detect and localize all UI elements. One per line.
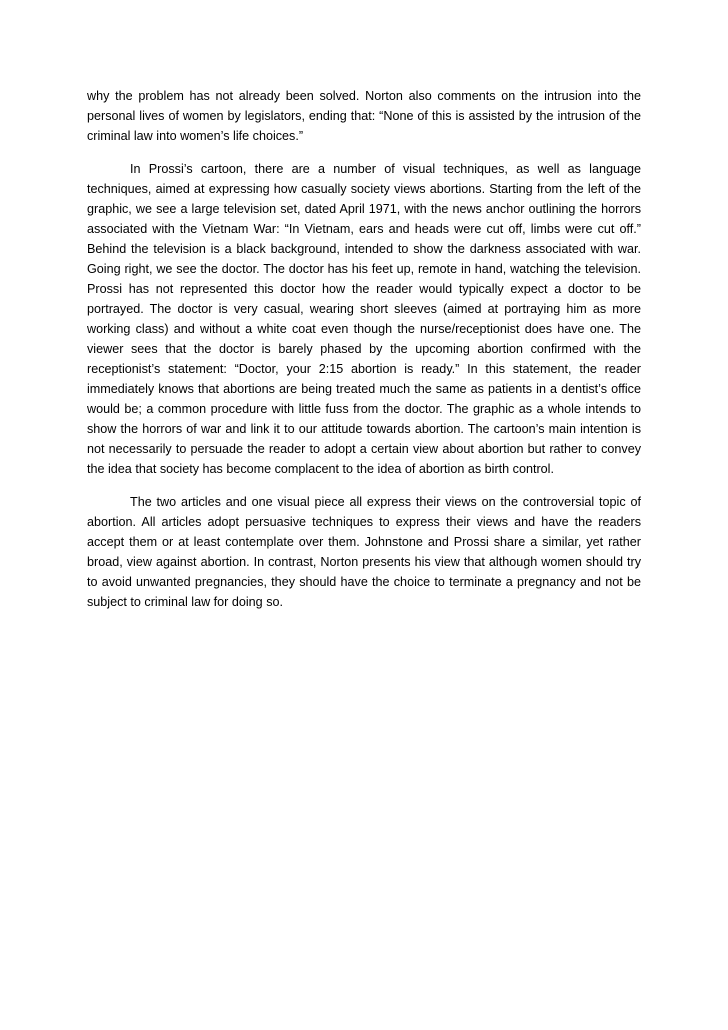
paragraph-3: The two articles and one visual piece all express their views on the controversial topic of abortion. All articles adopt persuasive techniques to express their views and have the readers accept them or at least contemplate over them. Johnstone and Prossi share a similar, yet rather broad, view against abortion. In contrast, Norton presents his view that although women should try to avoid unwanted pregnancies, they should have the choice to terminate a pregnancy and not be subject to criminal law for doing so. xyxy=(87,495,641,609)
document-body xyxy=(87,86,641,625)
paragraph-1: why the problem has not already been solved. Norton also comments on the intrusion into the personal lives of women by legislators, ending that: “None of this is assisted by the intrusion of the criminal law into women’s life choices.” xyxy=(87,89,641,143)
paragraph-2: In Prossi’s cartoon, there are a number of visual techniques, as well as language techniques, aimed at expressing how casually society views abortions. Starting from the left of the graphic, we see a large television set, dated April 1971, with the news anchor outlining the horrors associated with the Vietnam War: “In Vietnam, ears and heads were cut off, limbs were cut off.” Behind the television is a black background, intended to show the darkness associated with war. Going right, we see the doctor. The doctor has his feet up, remote in hand, watching the television. Prossi has not represented this doctor how the reader would typically expect a doctor to be portrayed. The doctor is very casual, wearing short sleeves (aimed at portraying him as more working class) and without a white coat even though the nurse/receptionist does have one. The viewer sees that the doctor is barely phased by the upcoming abortion confirmed with the receptionist’s statement: “Doctor, your 2:15 abortion is ready.” In this statement, the reader immediately knows that abortions are being treated much the same as patients in a dentist’s office would be; a common procedure with little fuss from the doctor. The graphic as a whole intends to show the horrors of war and link it to our attitude towards abortion. The cartoon’s main intention is not necessarily to persuade the reader to adopt a certain view about abortion but rather to convey the idea that society has become complacent to the idea of abortion as birth control. xyxy=(87,162,641,476)
